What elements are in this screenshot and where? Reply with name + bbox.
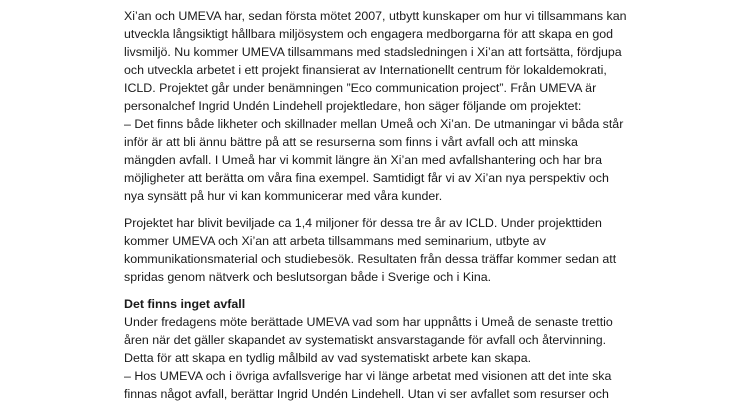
text-line: Under fredagens möte berättade UMEVA vad som har uppnåtts i Umeå de senaste trettio: [124, 315, 613, 329]
document-page: [124, 7, 736, 403]
text-line: Xi’an och UMEVA har, sedan första mötet 2007, utbytt kunskaper om hur vi tillsammans kan: [124, 9, 627, 23]
text-line: Projektet har blivit beviljade ca 1,4 miljoner för dessa tre år av ICLD. Under projekttiden: [124, 216, 602, 230]
text-line: utveckla långsiktigt hållbara miljösystem och engagera medborgarna för att skapa en god: [124, 27, 614, 41]
text-line: livsmiljö. Nu kommer UMEVA tillsammans med stadsledningen i Xi’an att fortsätta, fördjupa: [124, 45, 622, 59]
text-line: kommunikationsmaterial och studiebesök. Resultaten från dessa träffar kommer sedan att: [124, 252, 617, 266]
paragraph-meeting: [124, 313, 736, 403]
text-line: Detta för att skapa en tydlig målbild av vad systematiskt arbete kan skapa.: [124, 351, 532, 365]
text-line: personalchef Ingrid Undén Lindehell projektledare, hon säger följande om projektet:: [124, 99, 582, 113]
text-line: inför är att bli ännu bättre på att se resurserna som finns i vårt avfall och att minska: [124, 135, 578, 149]
text-line: – Hos UMEVA och i övriga avfallsverige har vi länge arbetat med visionen att det inte ska: [124, 369, 612, 383]
text-line: nya synsätt på hur vi kan kommunicerar med våra kunder.: [124, 189, 443, 203]
text-line: spridas genom nätverk och beslutsorgan både i Sverige och i Kina.: [124, 270, 492, 284]
paragraph-gap: [124, 205, 736, 214]
text-line: – Det finns både likheter och skillnader mellan Umeå och Xi’an. De utmaningar vi båda står: [124, 117, 624, 131]
section-heading: Det finns inget avfall: [124, 297, 246, 311]
text-line: kommer UMEVA och Xi’an att arbeta tillsammans med seminarium, utbyte av: [124, 234, 546, 248]
text-line: möjligheter att berätta om våra fina exempel. Samtidigt får vi av Xi’an nya perspektiv och: [124, 171, 609, 185]
text-line: och utveckla arbetet i ett projekt finansierat av Internationellt centrum för lokaldemokrati,: [124, 63, 607, 77]
text-line: åren när det gäller skapandet av systematiskt ansvarstagande för avfall och återvinning.: [124, 333, 607, 347]
paragraph-funding: [124, 214, 736, 286]
text-line: ICLD. Projektet går under benämningen ”Eco communication project”. Från UMEVA är: [124, 81, 597, 95]
paragraph-gap: [124, 286, 736, 295]
text-line: mängden avfall. I Umeå har vi kommit längre än Xi’an med avfallshantering och har bra: [124, 153, 602, 167]
paragraph-intro: [124, 7, 736, 205]
text-line: finnas något avfall, berättar Ingrid Undén Lindehell. Utan vi ser avfallet som resurser och: [124, 387, 609, 401]
